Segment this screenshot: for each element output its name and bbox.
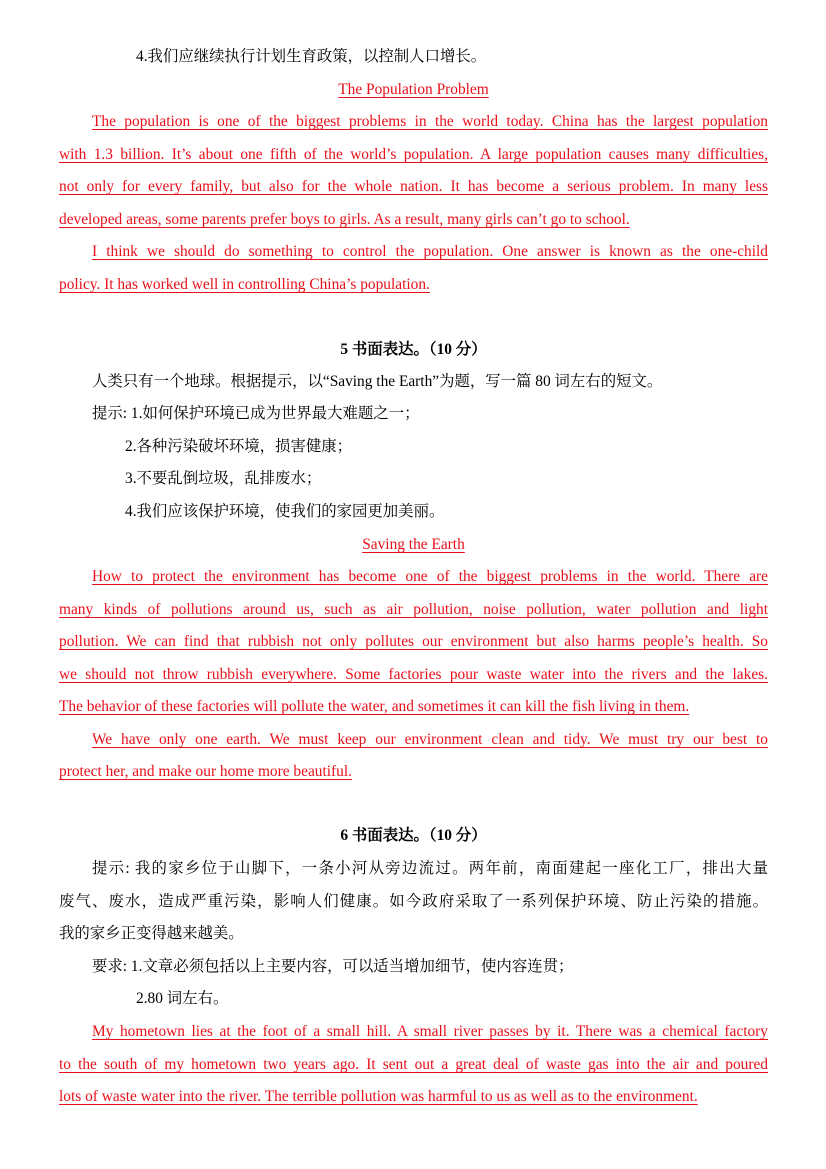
hint-line: 3.不要乱倒垃圾，乱排废水； — [125, 470, 322, 487]
hint-line: 提示: 1.如何保护环境已成为世界最大难题之一； — [92, 405, 420, 422]
section-5-heading: 5 书面表达。（10 分） — [340, 341, 487, 358]
hint-line: 我的家乡正变得越来越美。 — [59, 925, 244, 942]
hint-line: 2.各种污染破坏环境，损害健康； — [125, 438, 353, 455]
essay-line: policy. It has worked well in controlling China’s population. — [59, 276, 430, 293]
essay-line: pollution. We can find that rubbish not only pollutes our environment but also harms people’s health. So — [59, 633, 768, 650]
hint-line: 4.我们应该保护环境，使我们的家园更加美丽。 — [125, 503, 445, 520]
essay-line: lots of waste water into the river. The terrible pollution was harmful to us as well as to the environment. — [59, 1088, 698, 1105]
essay-line: many kinds of pollutions around us, such as air pollution, noise pollution, water pollution and light — [59, 601, 768, 618]
essay-line: not only for every family, but also for the whole nation. It has become a serious problem. In many less — [59, 178, 768, 195]
essay-line: How to protect the environment has become one of the biggest problems in the world. There are — [92, 568, 768, 585]
essay-line: I think we should do something to control the population. One answer is known as the one-child — [92, 243, 768, 260]
requirement-line: 要求: 1.文章必须包括以上主要内容，可以适当增加细节，使内容连贯； — [92, 958, 574, 975]
essay-line: The population is one of the biggest problems in the world today. China has the largest population — [92, 113, 768, 130]
hint-line: 废气、废水，造成严重污染，影响人们健康。如今政府采取了一系列保护环境、防止污染的措施。 — [59, 893, 768, 910]
essay-title-population: The Population Problem — [338, 81, 489, 98]
essay-line: we should not throw rubbish everywhere. Some factories pour waste water into the rivers and the lakes. — [59, 666, 768, 683]
essay-line: My hometown lies at the foot of a small hill. A small river passes by it. There was a chemical factory — [92, 1023, 768, 1040]
requirement-line: 2.80 词左右。 — [136, 990, 229, 1007]
essay-line: developed areas, some parents prefer boys to girls. As a result, many girls can’t go to school. — [59, 211, 630, 228]
essay-line: with 1.3 billion. It’s about one fifth of the world’s population. A large population causes many difficulties, — [59, 146, 768, 163]
hint-line: 提示: 我的家乡位于山脚下，一条小河从旁边流过。两年前，南面建起一座化工厂，排出大量 — [92, 860, 768, 877]
essay-line: to the south of my hometown two years ago. It sent out a great deal of waste gas into the air and poured — [59, 1056, 768, 1073]
section-5-intro: 人类只有一个地球。根据提示，以“Saving the Earth”为题，写一篇 80 词左右的短文。 — [92, 373, 663, 390]
essay-line: protect her, and make our home more beautiful. — [59, 763, 352, 780]
section-6-heading: 6 书面表达。（10 分） — [340, 827, 487, 844]
essay-title-saving-earth: Saving the Earth — [362, 536, 465, 553]
hint-line-4: 4.我们应继续执行计划生育政策，以控制人口增长。 — [136, 48, 487, 65]
essay-line: We have only one earth. We must keep our environment clean and tidy. We must try our best to — [92, 731, 768, 748]
essay-line: The behavior of these factories will pollute the water, and sometimes it can kill the fish living in them. — [59, 698, 690, 715]
